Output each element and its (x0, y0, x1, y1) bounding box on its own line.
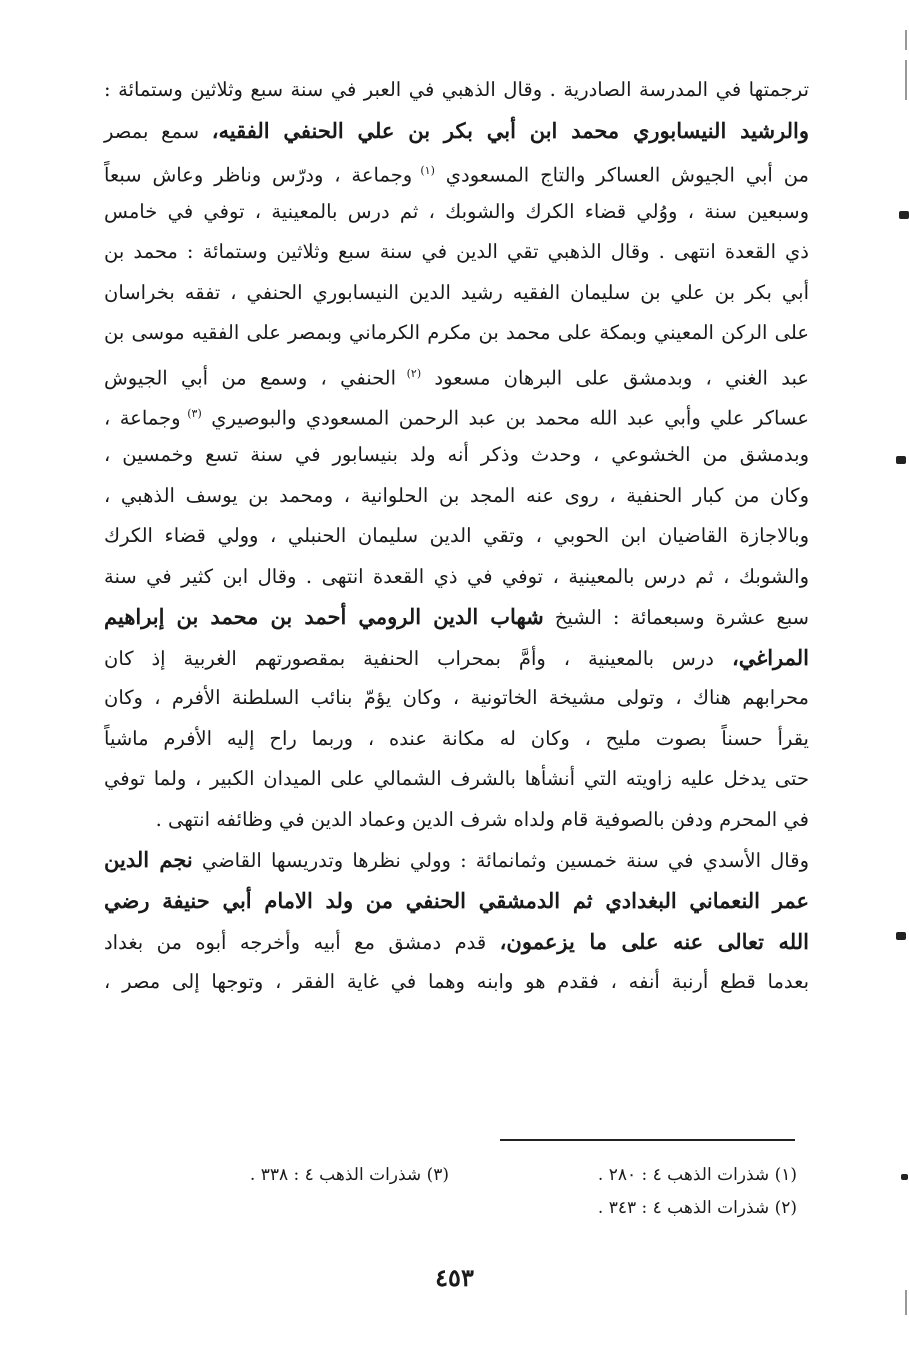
text-line (104, 565, 809, 589)
text-run: عساكر علي وأبي عبد الله محمد بن عبد الرحمن المسعودي والبوصيري (211, 406, 809, 430)
footnote-ref: (٢) (396, 367, 422, 380)
text-run: والشوبك ، ثم درس بالمعينية ، توفي في ذي القعدة انتهى . وقال ابن كثير في سنة (104, 565, 809, 588)
edge-tick (905, 60, 907, 100)
text-line (104, 402, 809, 431)
text-line (104, 646, 809, 671)
text-run: وسبعين سنة ، ووُلي قضاء الكرك والشوبك ، ثم درس بالمعينية ، توفي في خامس (104, 200, 809, 223)
text-run: يقرأ حسناً بصوت مليح ، وكان له مكانة عنده ، وربما راح إليه الأفرم ماشياً (104, 727, 809, 750)
text-run: حتى يدخل عليه زاويته التي أنشأها بالشرف الشمالي على الميدان الكبير ، ولما توفي (104, 767, 809, 790)
bold-name: المراغي، (731, 645, 809, 670)
bold-name: الله تعالى عنه على ما يزعمون، (499, 929, 809, 954)
footnote-rule (500, 1139, 795, 1141)
margin-mark (899, 211, 909, 219)
text-line (104, 78, 809, 102)
text-line (104, 808, 809, 832)
text-line (104, 767, 809, 791)
text-run: وبدمشق من الخشوعي ، وحدث وذكر أنه ولد بنيسابور في سنة تسع وخمسين ، (104, 443, 809, 466)
bold-name: شهاب الدين الرومي أحمد بن محمد بن إبراهيم (104, 604, 544, 629)
text-run: في المحرم ودفن بالصوفية قام ولداه شرف الدين وعماد الدين في وظائفه انتهى . (155, 808, 809, 831)
edge-tick (905, 1290, 907, 1315)
text-line (104, 970, 809, 994)
edge-tick (905, 30, 907, 50)
margin-mark (896, 932, 906, 940)
bold-name: نجم الدين (104, 847, 193, 872)
text-run: من أبي الجيوش العساكر والتاج المسعودي (445, 163, 809, 187)
text-run: ذي القعدة انتهى . وقال الذهبي تقي الدين في سنة سبع وثلاثين وستمائة : محمد بن (104, 240, 809, 263)
text-run: أبي بكر بن علي بن سليمان الفقيه رشيد الدين النيسابوري الحنفي ، تفقه بخراسان (104, 281, 809, 304)
footnote-3: (٣) شذرات الذهب ٤ : ٣٣٨ . (249, 1165, 449, 1185)
margin-mark (901, 1174, 908, 1180)
text-line (104, 443, 809, 467)
footnote-ref: (٣) (180, 407, 202, 420)
text-run: سبع عشرة وسبعمائة : الشيخ (554, 606, 810, 629)
text-run: ترجمتها في المدرسة الصادرية . وقال الذهبي في العبر في سنة سبع وثلاثين وستمائة : (104, 78, 809, 101)
text-line (104, 281, 809, 305)
text-run: سمع بمصر (104, 120, 200, 143)
text-line (104, 119, 809, 144)
text-line (104, 321, 809, 345)
text-line (104, 686, 809, 710)
text-line (104, 889, 809, 914)
text-line (104, 930, 809, 955)
footnote-2: (٢) شذرات الذهب ٤ : ٣٤٣ . (597, 1198, 797, 1218)
text-run: وقال الأسدي في سنة خمسين وثمانمائة : وولي نظرها وتدريسها القاضي (201, 849, 809, 872)
text-run: محرابهم هناك ، وتولى مشيخة الخاتونية ، وكان يؤمّ بنائب السلطنة الأفرم ، وكان (104, 686, 809, 709)
footnote-ref: (١) (412, 164, 435, 177)
text-run: بعدما قطع أرنبة أنفه ، فقدم هو وابنه وهما في غاية الفقر ، وتوجها إلى مصر ، (104, 970, 809, 993)
text-run: الحنفي ، وسمع من أبي الجيوش (104, 366, 397, 390)
text-run: على الركن المعيني وبمكة على محمد بن مكرم الكرماني وبمصر على الفقيه موسى بن (104, 321, 809, 344)
text-line (104, 200, 809, 224)
text-run: عبد الغني ، وبدمشق على البرهان مسعود (434, 366, 809, 390)
text-line (104, 362, 809, 391)
text-run: وجماعة ، (104, 406, 181, 430)
bold-name: والرشيد النيسابوري محمد ابن أبي بكر بن علي الحنفي الفقيه، (211, 118, 810, 143)
text-run: وبالاجازة القاضيان ابن الحوبي ، وتقي الدين سليمان الحنبلي ، وولي قضاء الكرك (104, 524, 809, 547)
text-run: وكان من كبار الحنفية ، روى عنه المجد بن الحلوانية ، ومحمد بن يوسف الذهبي ، (104, 484, 809, 507)
margin-mark (896, 456, 906, 464)
text-run: درس بالمعينية ، وأمَّ بمحراب الحنفية بمقصورتهم الغربية إذ كان (104, 647, 714, 670)
text-line (104, 484, 809, 508)
bold-name: عمر النعماني البغدادي ثم الدمشقي الحنفي من ولد الامام أبي حنيفة رضي (104, 888, 809, 913)
text-line (104, 848, 809, 873)
text-line (104, 240, 809, 264)
text-run: وجماعة ، ودرّس وناظر وعاش سبعاً (104, 163, 413, 187)
text-line (104, 159, 809, 188)
footnote-1: (١) شذرات الذهب ٤ : ٢٨٠ . (597, 1165, 797, 1185)
text-line (104, 524, 809, 548)
text-run: قدم دمشق مع أبيه وأخرجه أبوه من بغداد (104, 931, 487, 954)
text-line (104, 605, 809, 630)
text-line (104, 727, 809, 751)
page-number: ٤٥٣ (435, 1263, 474, 1292)
